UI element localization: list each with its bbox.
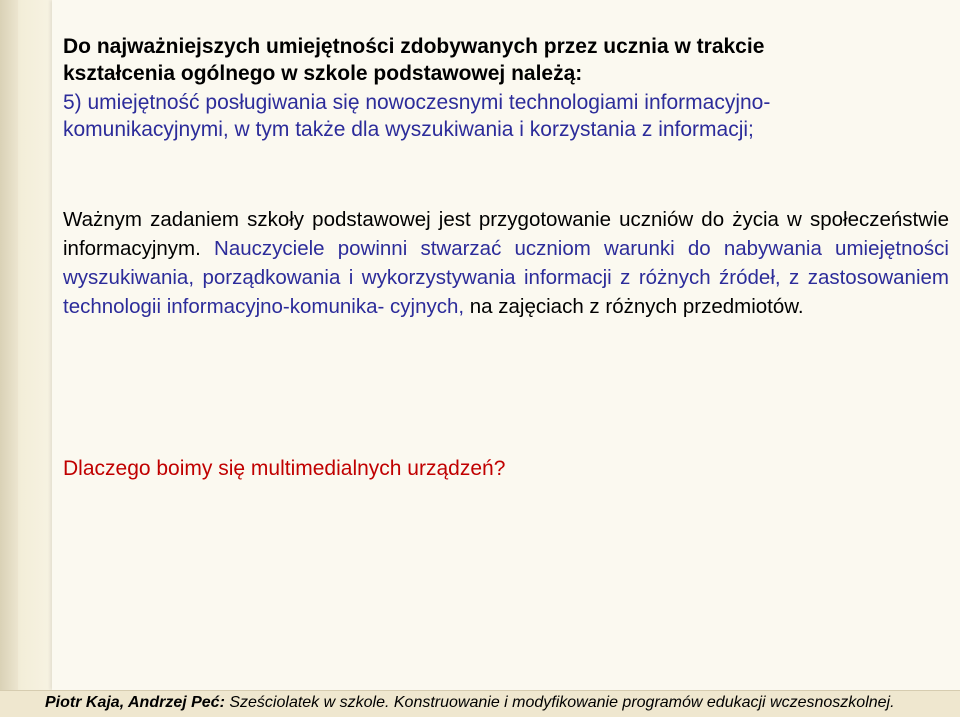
footer-authors: Piotr Kaja, Andrzej Peć: — [45, 694, 225, 711]
skill-item — [63, 89, 949, 143]
paragraph-black-text: Ważnym zadaniem szkoły podstawowej jest przygotowanie uczniów do życia w społeczeństwie informacyjnym. — [63, 208, 949, 260]
slide-heading — [63, 33, 949, 87]
footer-title: Sześciolatek w szkole. Konstruowanie i modyfikowanie programów edukacji wczesnoszkolnej. — [229, 694, 895, 711]
paragraph-blue-text: Nauczyciele powinni stwarzać uczniom warunki do nabywania umiejętności wyszukiwania, porządkowania i wykorzystywania informacji z różnych źródeł, z zastosowaniem technologii informacyjno-komunika- cyjnych, — [63, 237, 949, 318]
paragraph-tail-text: na zajęciach z różnych przedmiotów. — [469, 295, 804, 318]
heading-line-1: Do najważniejszych umiejętności zdobywanych przez ucznia w trakcie — [63, 35, 765, 58]
skill-item-line-2: komunikacyjnymi, w tym także dla wyszukiwania i korzystania z informacji; — [63, 118, 754, 141]
slide-left-edge — [0, 0, 18, 690]
heading-line-2: kształcenia ogólnego w szkole podstawowej należą: — [63, 62, 583, 85]
question-text: Dlaczego boimy się multimedialnych urządzeń? — [63, 457, 506, 480]
skill-item-line-1: 5) umiejętność posługiwania się nowoczesnymi technologiami informacyjno- — [63, 91, 771, 114]
body-paragraph — [63, 205, 949, 321]
footer-citation — [45, 690, 895, 716]
